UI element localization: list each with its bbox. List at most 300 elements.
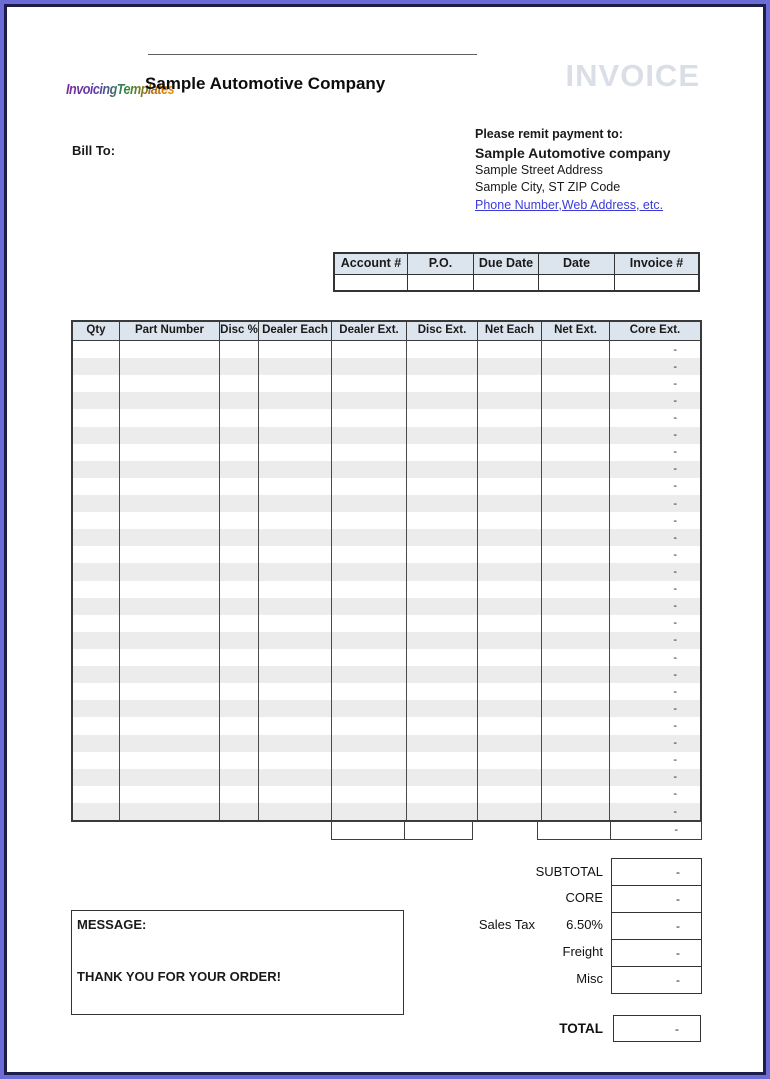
line-item-cell[interactable] <box>478 495 542 512</box>
core-ext-cell[interactable]: - <box>673 754 677 767</box>
line-item-cell[interactable] <box>542 409 610 426</box>
line-item-cell[interactable] <box>220 392 259 409</box>
line-item-cell[interactable] <box>542 632 610 649</box>
line-item-cell[interactable] <box>120 717 220 734</box>
line-item-cell[interactable] <box>220 666 259 683</box>
line-item-cell[interactable] <box>120 615 220 632</box>
core-ext-cell[interactable]: - <box>673 565 677 578</box>
line-item-cell[interactable] <box>73 409 120 426</box>
line-item-cell[interactable] <box>542 529 610 546</box>
line-item-cell[interactable] <box>120 700 220 717</box>
line-item-cell[interactable] <box>407 409 478 426</box>
line-item-cell[interactable] <box>259 341 332 358</box>
line-item-cell[interactable] <box>120 752 220 769</box>
core-ext-cell[interactable]: - <box>673 497 677 510</box>
line-item-cell[interactable] <box>542 803 610 820</box>
line-item-row <box>73 769 700 786</box>
line-item-cell[interactable] <box>407 427 478 444</box>
line-item-cell[interactable] <box>407 375 478 392</box>
invoice-info-value-cell[interactable] <box>474 275 539 290</box>
core-ext-cell[interactable]: - <box>673 429 677 442</box>
line-item-cell[interactable] <box>542 666 610 683</box>
line-item-cell[interactable] <box>332 598 407 615</box>
line-item-row <box>73 444 700 461</box>
line-item-cell[interactable] <box>259 683 332 700</box>
line-item-cell[interactable] <box>478 700 542 717</box>
line-item-cell[interactable] <box>73 529 120 546</box>
line-item-cell[interactable] <box>332 495 407 512</box>
line-item-cell[interactable] <box>220 546 259 563</box>
line-item-cell[interactable] <box>220 598 259 615</box>
line-item-cell[interactable] <box>120 546 220 563</box>
line-item-cell[interactable] <box>332 341 407 358</box>
line-item-cell[interactable] <box>542 461 610 478</box>
line-item-cell[interactable] <box>73 717 120 734</box>
line-item-cell[interactable] <box>407 598 478 615</box>
line-item-cell[interactable] <box>332 632 407 649</box>
line-item-cell[interactable] <box>407 786 478 803</box>
sales-tax-label: Sales Tax <box>478 917 535 933</box>
line-item-cell[interactable] <box>73 666 120 683</box>
line-item-cell[interactable] <box>332 392 407 409</box>
line-item-cell[interactable] <box>73 427 120 444</box>
line-item-cell[interactable] <box>542 358 610 375</box>
line-item-cell[interactable] <box>542 786 610 803</box>
invoice-info-value-cell[interactable] <box>335 275 408 290</box>
core-ext-cell[interactable]: - <box>673 651 677 664</box>
line-item-cell[interactable] <box>259 392 332 409</box>
line-item-cell[interactable] <box>120 769 220 786</box>
line-items-header-cell: Part Number <box>120 322 220 340</box>
line-item-cell[interactable] <box>407 563 478 580</box>
line-item-cell[interactable] <box>478 512 542 529</box>
line-item-cell[interactable] <box>259 598 332 615</box>
net-ext-total-cell[interactable] <box>537 821 612 840</box>
line-item-cell[interactable] <box>332 529 407 546</box>
line-item-cell[interactable] <box>407 341 478 358</box>
line-item-cell[interactable] <box>407 512 478 529</box>
line-item-cell[interactable] <box>407 478 478 495</box>
line-item-cell[interactable] <box>73 632 120 649</box>
line-item-cell[interactable] <box>332 427 407 444</box>
line-item-cell[interactable] <box>478 752 542 769</box>
line-item-cell[interactable] <box>220 717 259 734</box>
line-item-cell[interactable] <box>542 615 610 632</box>
line-item-cell[interactable] <box>478 598 542 615</box>
invoice-info-value-cell[interactable] <box>539 275 615 290</box>
line-item-cell[interactable] <box>407 632 478 649</box>
line-item-cell[interactable] <box>332 786 407 803</box>
line-item-cell[interactable] <box>259 700 332 717</box>
line-item-row <box>73 478 700 495</box>
line-item-cell[interactable] <box>542 512 610 529</box>
core-ext-cell[interactable]: - <box>673 360 677 373</box>
line-item-row <box>73 683 700 700</box>
line-item-cell[interactable] <box>332 735 407 752</box>
remit-heading: Please remit payment to: <box>475 127 623 141</box>
core-ext-cell[interactable]: - <box>673 531 677 544</box>
line-item-cell[interactable] <box>478 427 542 444</box>
line-items-header-row <box>73 322 700 341</box>
line-item-cell[interactable] <box>259 495 332 512</box>
line-item-cell[interactable] <box>120 341 220 358</box>
line-item-cell[interactable] <box>332 752 407 769</box>
line-item-cell[interactable] <box>259 666 332 683</box>
line-item-cell[interactable] <box>259 581 332 598</box>
line-item-cell[interactable] <box>120 461 220 478</box>
line-item-cell[interactable] <box>259 615 332 632</box>
line-item-cell[interactable] <box>259 769 332 786</box>
line-item-cell[interactable] <box>73 563 120 580</box>
line-item-cell[interactable] <box>478 341 542 358</box>
line-item-cell[interactable] <box>259 546 332 563</box>
line-item-cell[interactable] <box>73 461 120 478</box>
core-ext-cell[interactable]: - <box>673 788 677 801</box>
core-ext-cell[interactable]: - <box>673 394 677 407</box>
line-item-cell[interactable] <box>478 461 542 478</box>
line-item-cell[interactable] <box>542 392 610 409</box>
line-item-cell[interactable] <box>407 752 478 769</box>
core-ext-cell[interactable]: - <box>673 583 677 596</box>
line-item-cell[interactable] <box>73 512 120 529</box>
line-item-cell[interactable] <box>407 495 478 512</box>
line-item-cell[interactable] <box>73 615 120 632</box>
line-item-cell[interactable] <box>478 358 542 375</box>
line-item-cell[interactable] <box>478 615 542 632</box>
line-items-header-cell: Core Ext. <box>629 324 681 336</box>
line-item-cell[interactable] <box>332 769 407 786</box>
core-ext-cell[interactable]: - <box>673 411 677 424</box>
line-item-cell[interactable] <box>407 666 478 683</box>
line-item-cell[interactable] <box>542 769 610 786</box>
line-item-cell[interactable] <box>220 461 259 478</box>
line-item-cell[interactable] <box>73 444 120 461</box>
message-box[interactable] <box>71 910 404 1015</box>
line-item-cell[interactable] <box>120 392 220 409</box>
core-value-box[interactable]: - <box>611 885 702 913</box>
line-item-cell[interactable] <box>120 495 220 512</box>
line-item-cell[interactable] <box>407 358 478 375</box>
line-item-cell[interactable] <box>332 666 407 683</box>
line-item-cell[interactable] <box>407 444 478 461</box>
line-item-cell[interactable] <box>220 683 259 700</box>
line-item-cell[interactable] <box>120 803 220 820</box>
line-item-row <box>73 752 700 769</box>
line-item-cell[interactable] <box>332 546 407 563</box>
line-item-cell[interactable] <box>542 546 610 563</box>
line-item-cell[interactable] <box>332 700 407 717</box>
line-item-cell[interactable] <box>407 581 478 598</box>
line-item-cell[interactable] <box>73 735 120 752</box>
line-item-cell[interactable] <box>332 717 407 734</box>
line-item-cell[interactable] <box>220 375 259 392</box>
line-item-cell[interactable] <box>478 581 542 598</box>
line-item-cell[interactable] <box>259 803 332 820</box>
line-item-cell[interactable] <box>259 478 332 495</box>
line-item-cell[interactable] <box>259 649 332 666</box>
total-value-box: - <box>613 1015 701 1042</box>
line-item-cell[interactable] <box>478 375 542 392</box>
line-item-cell[interactable] <box>332 358 407 375</box>
line-item-cell[interactable] <box>220 495 259 512</box>
line-item-cell[interactable] <box>407 392 478 409</box>
line-item-cell[interactable] <box>220 769 259 786</box>
line-item-row <box>73 392 700 409</box>
line-item-row <box>73 512 700 529</box>
line-item-cell[interactable] <box>120 427 220 444</box>
line-item-cell[interactable] <box>259 735 332 752</box>
line-item-cell[interactable] <box>73 478 120 495</box>
core-ext-cell[interactable]: - <box>673 634 677 647</box>
line-item-cell[interactable] <box>259 632 332 649</box>
line-item-cell[interactable] <box>259 786 332 803</box>
line-item-cell[interactable] <box>478 717 542 734</box>
core-ext-cell[interactable]: - <box>673 548 677 561</box>
line-item-cell[interactable] <box>73 392 120 409</box>
line-item-cell[interactable] <box>220 786 259 803</box>
line-item-cell[interactable] <box>259 358 332 375</box>
invoice-info-header-cell: Invoice # <box>629 256 684 270</box>
dealer-ext-total-cell[interactable] <box>331 821 406 840</box>
line-item-cell[interactable] <box>542 581 610 598</box>
line-item-cell[interactable] <box>542 375 610 392</box>
invoice-info-value-cell[interactable] <box>408 275 474 290</box>
line-item-cell[interactable] <box>259 512 332 529</box>
line-item-cell[interactable] <box>73 581 120 598</box>
line-item-row <box>73 598 700 615</box>
core-ext-cell[interactable]: - <box>673 617 677 630</box>
line-item-cell[interactable] <box>478 444 542 461</box>
line-item-cell[interactable] <box>73 683 120 700</box>
line-item-cell[interactable] <box>220 700 259 717</box>
line-item-cell[interactable] <box>120 563 220 580</box>
freight-value-box[interactable]: - <box>611 939 702 967</box>
line-item-row <box>73 495 700 512</box>
line-item-cell[interactable] <box>478 409 542 426</box>
line-item-cell[interactable] <box>220 444 259 461</box>
line-item-cell[interactable] <box>542 717 610 734</box>
line-item-cell[interactable] <box>120 529 220 546</box>
line-item-cell[interactable] <box>542 563 610 580</box>
line-item-cell[interactable] <box>220 752 259 769</box>
line-item-row <box>73 700 700 717</box>
line-item-cell[interactable] <box>332 649 407 666</box>
invoice-info-header-cell: Due Date <box>474 254 539 274</box>
sales-tax-value-box[interactable]: - <box>611 912 702 940</box>
line-item-cell[interactable] <box>73 803 120 820</box>
line-item-cell[interactable] <box>259 427 332 444</box>
line-item-cell[interactable] <box>259 375 332 392</box>
line-item-cell[interactable] <box>332 615 407 632</box>
line-item-cell[interactable] <box>478 803 542 820</box>
core-ext-cell[interactable]: - <box>673 685 677 698</box>
line-item-cell[interactable] <box>73 700 120 717</box>
line-item-cell[interactable] <box>478 529 542 546</box>
core-ext-cell[interactable]: - <box>673 771 677 784</box>
line-item-cell[interactable] <box>542 478 610 495</box>
line-item-cell[interactable] <box>220 632 259 649</box>
line-items-header-cell: Net Each <box>478 322 542 340</box>
line-item-cell[interactable] <box>407 461 478 478</box>
line-item-cell[interactable] <box>120 409 220 426</box>
line-item-cell[interactable] <box>220 358 259 375</box>
core-ext-cell[interactable]: - <box>673 600 677 613</box>
core-ext-cell[interactable]: - <box>673 480 677 493</box>
line-item-cell[interactable] <box>120 735 220 752</box>
line-item-cell[interactable] <box>120 444 220 461</box>
line-item-cell[interactable] <box>120 683 220 700</box>
core-ext-cell[interactable]: - <box>673 737 677 750</box>
line-item-cell[interactable] <box>259 461 332 478</box>
line-item-cell[interactable] <box>220 803 259 820</box>
line-item-cell[interactable] <box>73 546 120 563</box>
line-item-cell[interactable] <box>478 563 542 580</box>
line-item-cell[interactable] <box>407 803 478 820</box>
line-item-cell[interactable] <box>407 735 478 752</box>
line-item-cell[interactable] <box>542 735 610 752</box>
line-item-cell[interactable] <box>407 615 478 632</box>
line-item-cell[interactable] <box>73 786 120 803</box>
core-ext-cell[interactable]: - <box>673 343 677 356</box>
core-ext-total-cell: - <box>610 821 702 840</box>
line-item-cell[interactable] <box>73 495 120 512</box>
line-item-cell[interactable] <box>220 512 259 529</box>
line-item-cell[interactable] <box>332 512 407 529</box>
line-item-cell[interactable] <box>220 615 259 632</box>
line-item-cell[interactable] <box>478 392 542 409</box>
line-item-cell[interactable] <box>478 546 542 563</box>
line-item-cell[interactable] <box>259 409 332 426</box>
line-item-cell[interactable] <box>407 649 478 666</box>
line-item-cell[interactable] <box>542 341 610 358</box>
subtotal-value-box[interactable]: - <box>611 858 702 886</box>
line-item-cell[interactable] <box>73 375 120 392</box>
remit-block <box>475 126 671 214</box>
line-item-cell[interactable] <box>120 358 220 375</box>
line-items-header-cell: Disc Ext. <box>407 322 478 340</box>
line-item-cell[interactable] <box>73 769 120 786</box>
line-item-cell[interactable] <box>478 735 542 752</box>
line-items-header-cell: Disc % <box>220 322 259 340</box>
line-item-row <box>73 735 700 752</box>
line-item-cell[interactable] <box>407 717 478 734</box>
core-ext-cell[interactable]: - <box>673 719 677 732</box>
core-ext-cell[interactable]: - <box>673 514 677 527</box>
line-item-cell[interactable] <box>332 803 407 820</box>
invoicing-templates-logo: InvoicingTemplates <box>66 81 175 98</box>
core-ext-cell[interactable]: - <box>673 446 677 459</box>
misc-value-box[interactable]: - <box>611 966 702 994</box>
remit-contact-link[interactable]: Phone Number,Web Address, etc. <box>475 197 664 212</box>
line-item-cell[interactable] <box>120 598 220 615</box>
line-item-cell[interactable] <box>478 769 542 786</box>
line-item-cell[interactable] <box>120 581 220 598</box>
line-item-cell[interactable] <box>407 700 478 717</box>
line-item-row <box>73 581 700 598</box>
invoice-info-value-cell[interactable] <box>615 275 698 290</box>
line-item-cell[interactable] <box>259 529 332 546</box>
line-item-cell[interactable] <box>332 444 407 461</box>
line-item-cell[interactable] <box>407 546 478 563</box>
line-item-cell[interactable] <box>73 649 120 666</box>
line-item-cell[interactable] <box>407 683 478 700</box>
line-item-cell[interactable] <box>542 649 610 666</box>
line-items-header-cell: Dealer Ext. <box>332 322 407 340</box>
line-item-cell[interactable] <box>478 632 542 649</box>
line-item-cell[interactable] <box>332 683 407 700</box>
line-item-cell[interactable] <box>220 581 259 598</box>
line-item-cell[interactable] <box>478 683 542 700</box>
line-item-cell[interactable] <box>542 752 610 769</box>
line-item-cell[interactable] <box>73 598 120 615</box>
line-item-cell[interactable] <box>220 427 259 444</box>
line-item-cell[interactable] <box>259 444 332 461</box>
line-item-cell[interactable] <box>332 563 407 580</box>
line-item-cell[interactable] <box>220 563 259 580</box>
line-item-cell[interactable] <box>332 461 407 478</box>
core-ext-cell[interactable]: - <box>673 668 677 681</box>
core-ext-cell[interactable]: - <box>673 463 677 476</box>
core-ext-cell[interactable]: - <box>673 377 677 390</box>
core-ext-cell[interactable]: - <box>673 702 677 715</box>
line-item-cell[interactable] <box>73 341 120 358</box>
line-item-cell[interactable] <box>220 478 259 495</box>
line-item-cell[interactable] <box>120 478 220 495</box>
line-item-cell[interactable] <box>542 495 610 512</box>
line-item-cell[interactable] <box>120 375 220 392</box>
disc-ext-total-cell[interactable] <box>404 821 473 840</box>
line-item-cell[interactable] <box>259 752 332 769</box>
line-item-cell[interactable] <box>220 341 259 358</box>
line-item-cell[interactable] <box>220 409 259 426</box>
line-item-cell[interactable] <box>332 375 407 392</box>
line-item-cell[interactable] <box>542 598 610 615</box>
line-item-cell[interactable] <box>73 752 120 769</box>
line-items-header-cell: Qty <box>73 322 120 340</box>
line-item-cell[interactable] <box>407 529 478 546</box>
line-item-cell[interactable] <box>259 563 332 580</box>
line-item-cell[interactable] <box>120 786 220 803</box>
line-item-cell[interactable] <box>407 769 478 786</box>
line-items-body <box>73 341 700 820</box>
line-item-cell[interactable] <box>73 358 120 375</box>
line-item-cell[interactable] <box>332 581 407 598</box>
line-item-cell[interactable] <box>120 649 220 666</box>
line-item-cell[interactable] <box>332 478 407 495</box>
line-item-cell[interactable] <box>542 683 610 700</box>
core-ext-cell[interactable]: - <box>673 805 677 818</box>
line-item-cell[interactable] <box>220 529 259 546</box>
line-item-cell[interactable] <box>542 427 610 444</box>
line-item-cell[interactable] <box>542 444 610 461</box>
line-item-cell[interactable] <box>120 632 220 649</box>
line-item-cell[interactable] <box>478 649 542 666</box>
line-item-row <box>73 409 700 426</box>
line-item-cell[interactable] <box>120 512 220 529</box>
sales-tax-rate: 6.50% <box>566 917 603 933</box>
line-item-row <box>73 632 700 649</box>
line-item-cell[interactable] <box>332 409 407 426</box>
line-item-cell[interactable] <box>478 786 542 803</box>
line-item-cell[interactable] <box>478 478 542 495</box>
line-item-cell[interactable] <box>542 700 610 717</box>
company-name: Sample Automotive Company <box>145 74 386 93</box>
line-item-cell[interactable] <box>478 666 542 683</box>
line-item-cell[interactable] <box>220 649 259 666</box>
line-item-cell[interactable] <box>220 735 259 752</box>
line-item-cell[interactable] <box>259 717 332 734</box>
line-item-cell[interactable] <box>120 666 220 683</box>
